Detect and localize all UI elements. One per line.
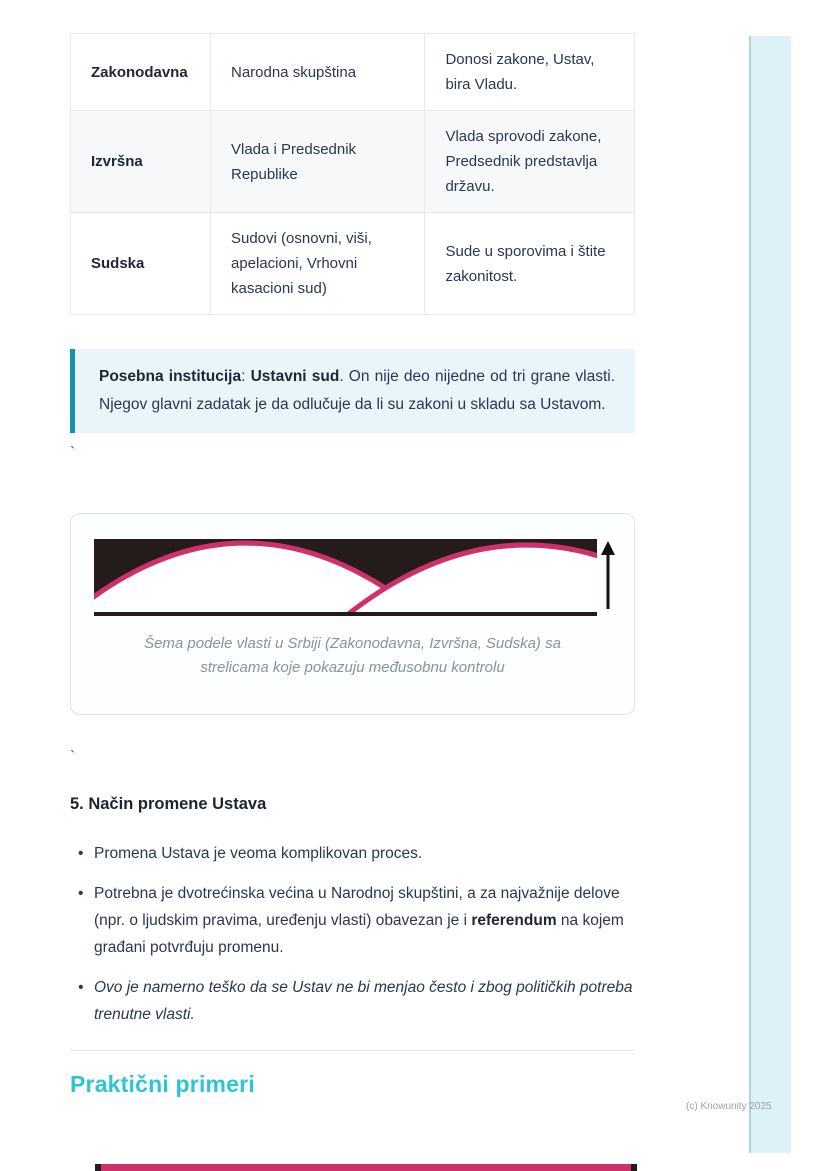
table-cell-body: Vlada i Predsednik Republike [210, 111, 424, 213]
branches-of-power-table [70, 33, 635, 315]
table-cell-role: Sude u sporovima i štite zakonitost. [425, 213, 635, 315]
callout-text: . On nije deo nijedne od tri grane vlasti. Njegov glavni zadatak je da odlučuje da li su zakoni u skladu sa Ustavom. [99, 368, 616, 413]
info-callout [70, 349, 635, 433]
list-item [70, 840, 635, 867]
figure-caption: Šema podele vlasti u Srbiji (Zakonodavna, Izvršna, Sudska) sa strelicama koje pokazuju međusobnu kontrolu [144, 635, 561, 676]
table-cell-body: Narodna skupština [210, 34, 424, 111]
figure-image-row [71, 539, 634, 616]
table-cell-branch: Sudska [71, 213, 211, 315]
table-cell-branch: Zakonodavna [71, 34, 211, 111]
callout-separator: : [241, 368, 251, 385]
callout-bold-term: Posebna institucija [99, 368, 242, 385]
table-row [71, 34, 635, 111]
page-edge-bar [749, 36, 791, 1153]
bullet-text: Promena Ustava je veoma komplikovan proces. [94, 845, 423, 862]
bullet-list [70, 840, 635, 1028]
stray-backtick: ` [70, 445, 76, 462]
content-column [70, 0, 635, 1098]
next-section-heading: Praktični primeri [70, 1071, 255, 1097]
table-cell-branch: Izvršna [71, 111, 211, 213]
table-row [71, 111, 635, 213]
bullet-text: Ovo je namerno teško da se Ustav ne bi menjao često i zbog političkih potreba trenutne vlasti. [94, 979, 633, 1023]
list-item [70, 974, 635, 1028]
power-arcs-image [94, 539, 597, 616]
callout-bold-term: Ustavni sud [250, 368, 340, 385]
bullet-bold-term: referendum [471, 912, 557, 929]
table-cell-role: Donosi zakone, Ustav, bira Vladu. [425, 34, 635, 111]
list-item [70, 880, 635, 961]
stray-backtick: ` [70, 749, 76, 766]
section-divider [70, 1050, 635, 1051]
copyright-notice: (c) Knowunity 2025 [686, 1101, 772, 1112]
next-figure-top-sliver [95, 1164, 637, 1171]
section-heading: 5. Način promene Ustava [70, 795, 267, 813]
table-cell-role: Vlada sprovodi zakone, Predsednik predstavlja državu. [425, 111, 635, 213]
bullet-text: Potrebna je dvotrećinska većina u Narodnoj skupštini, a za najvažnije delove (npr. o ljudskim pravima, uređenju vlasti) obavezan je i [94, 885, 620, 929]
table-cell-body: Sudovi (osnovni, viši, apelacioni, Vrhovni kasacioni sud) [210, 213, 424, 315]
figure-card [70, 513, 635, 715]
table-row [71, 213, 635, 315]
bullet-text: na kojem građani potvrđuju promenu. [94, 912, 624, 956]
up-arrow-icon [600, 541, 616, 611]
